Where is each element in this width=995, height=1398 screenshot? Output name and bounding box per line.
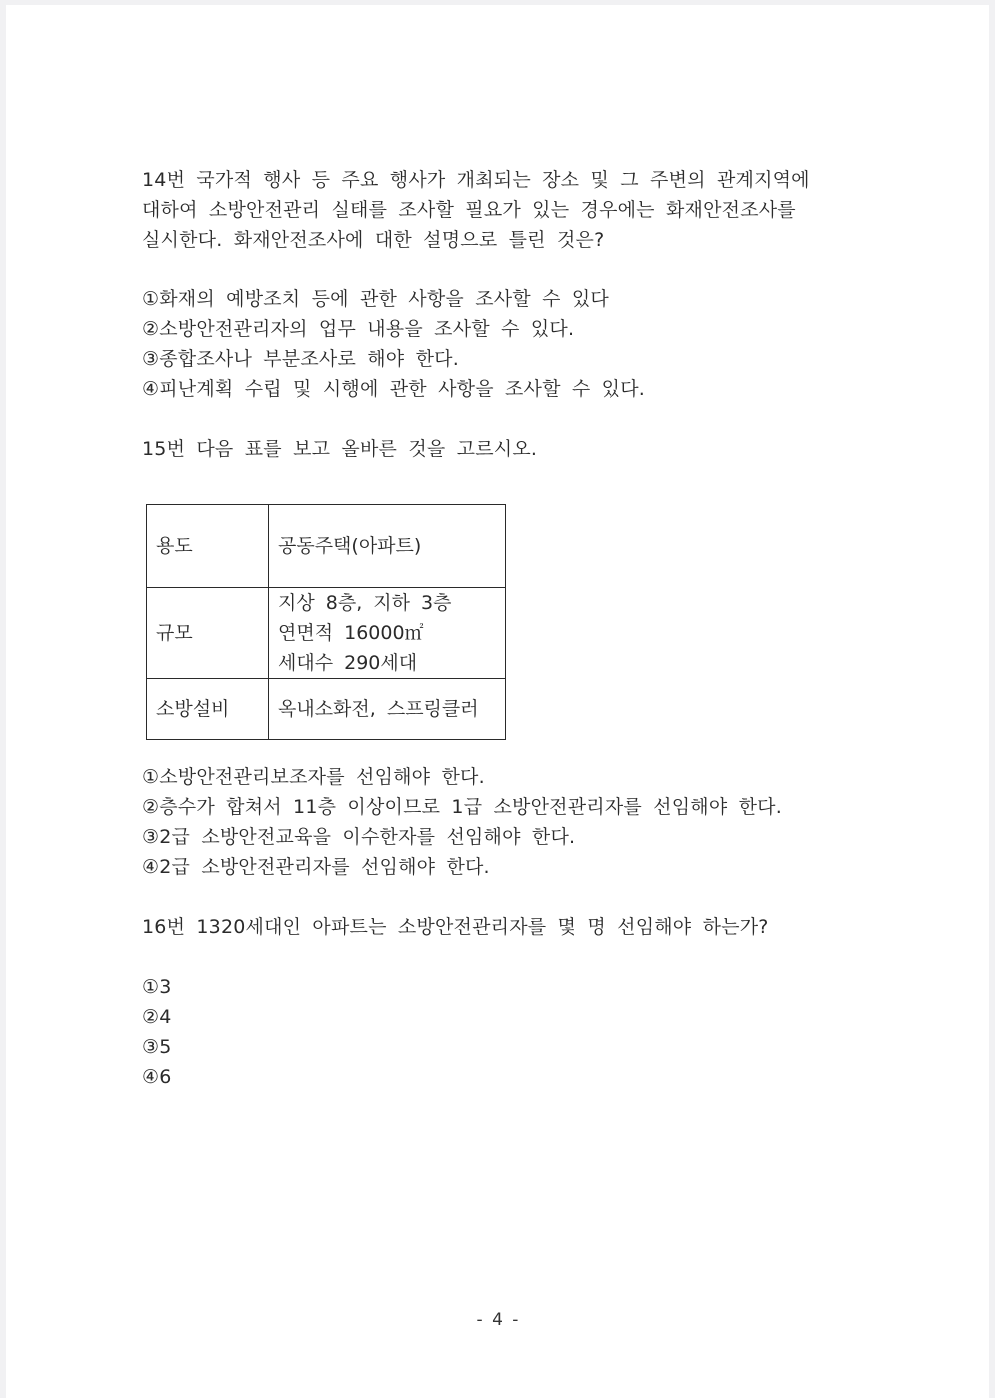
question-15-text: 15번 다음 표를 보고 올바른 것을 고르시오. [142,438,538,460]
table-value-fire-equipment [269,679,506,740]
question-15-choice-3: ③2급 소방안전교육을 이수한자를 선임해야 한다. [142,826,576,848]
question-14-text-line-3: 실시한다. 화재안전조사에 대한 설명으로 틀린 것은? [142,229,605,251]
table-value-scale-floors: 지상 8층, 지하 3층 [278,592,452,614]
question-14-choice-2: ②소방안전관리자의 업무 내용을 조사할 수 있다. [142,318,575,340]
question-16-text: 16번 1320세대인 아파트는 소방안전관리자를 몇 명 선임해야 하는가? [142,916,769,938]
table-value-scale-area: 연면적 16000㎡ [278,622,424,644]
table-row-fire-equipment [147,679,506,740]
question-15-choice-1: ①소방안전관리보조자를 선임해야 한다. [142,766,485,788]
table-value-scale [269,588,506,679]
building-info-table [146,504,506,740]
question-14-text-line-2: 대하여 소방안전관리 실태를 조사할 필요가 있는 경우에는 화재안전조사를 [142,199,796,221]
question-14-text-line-1: 14번 국가적 행사 등 주요 행사가 개최되는 장소 및 그 주변의 관계지역에 [142,169,810,191]
table-row-usage [147,505,506,588]
table-row-scale [147,588,506,679]
table-label-fire-equipment: 소방설비 [147,679,269,740]
question-16-choice-4: ④6 [142,1066,172,1088]
question-16-choice-3: ③5 [142,1036,172,1058]
question-15-choice-4: ④2급 소방안전관리자를 선임해야 한다. [142,856,490,878]
question-14-choice-3: ③종합조사나 부분조사로 해야 한다. [142,348,459,370]
table-label-scale: 규모 [147,588,269,679]
question-14-choice-1: ①화재의 예방조치 등에 관한 사항을 조사할 수 있다 [142,288,609,310]
table-value-fire-equipment-line-1: 옥내소화전, 스프링클러 [278,698,479,720]
table-label-usage: 용도 [147,505,269,588]
table-value-usage-line-1: 공동주택(아파트) [278,535,422,557]
question-14-choice-4: ④피난계획 수립 및 시행에 관한 사항을 조사할 수 있다. [142,378,646,400]
question-15-choice-2: ②층수가 합쳐서 11층 이상이므로 1급 소방안전관리자를 선임해야 한다. [142,796,782,818]
table-value-usage [269,505,506,588]
table-value-scale-households: 세대수 290세대 [278,652,418,674]
question-16-choice-2: ②4 [142,1006,172,1028]
page-number: - 4 - [476,1310,519,1330]
question-16-choice-1: ①3 [142,976,172,998]
